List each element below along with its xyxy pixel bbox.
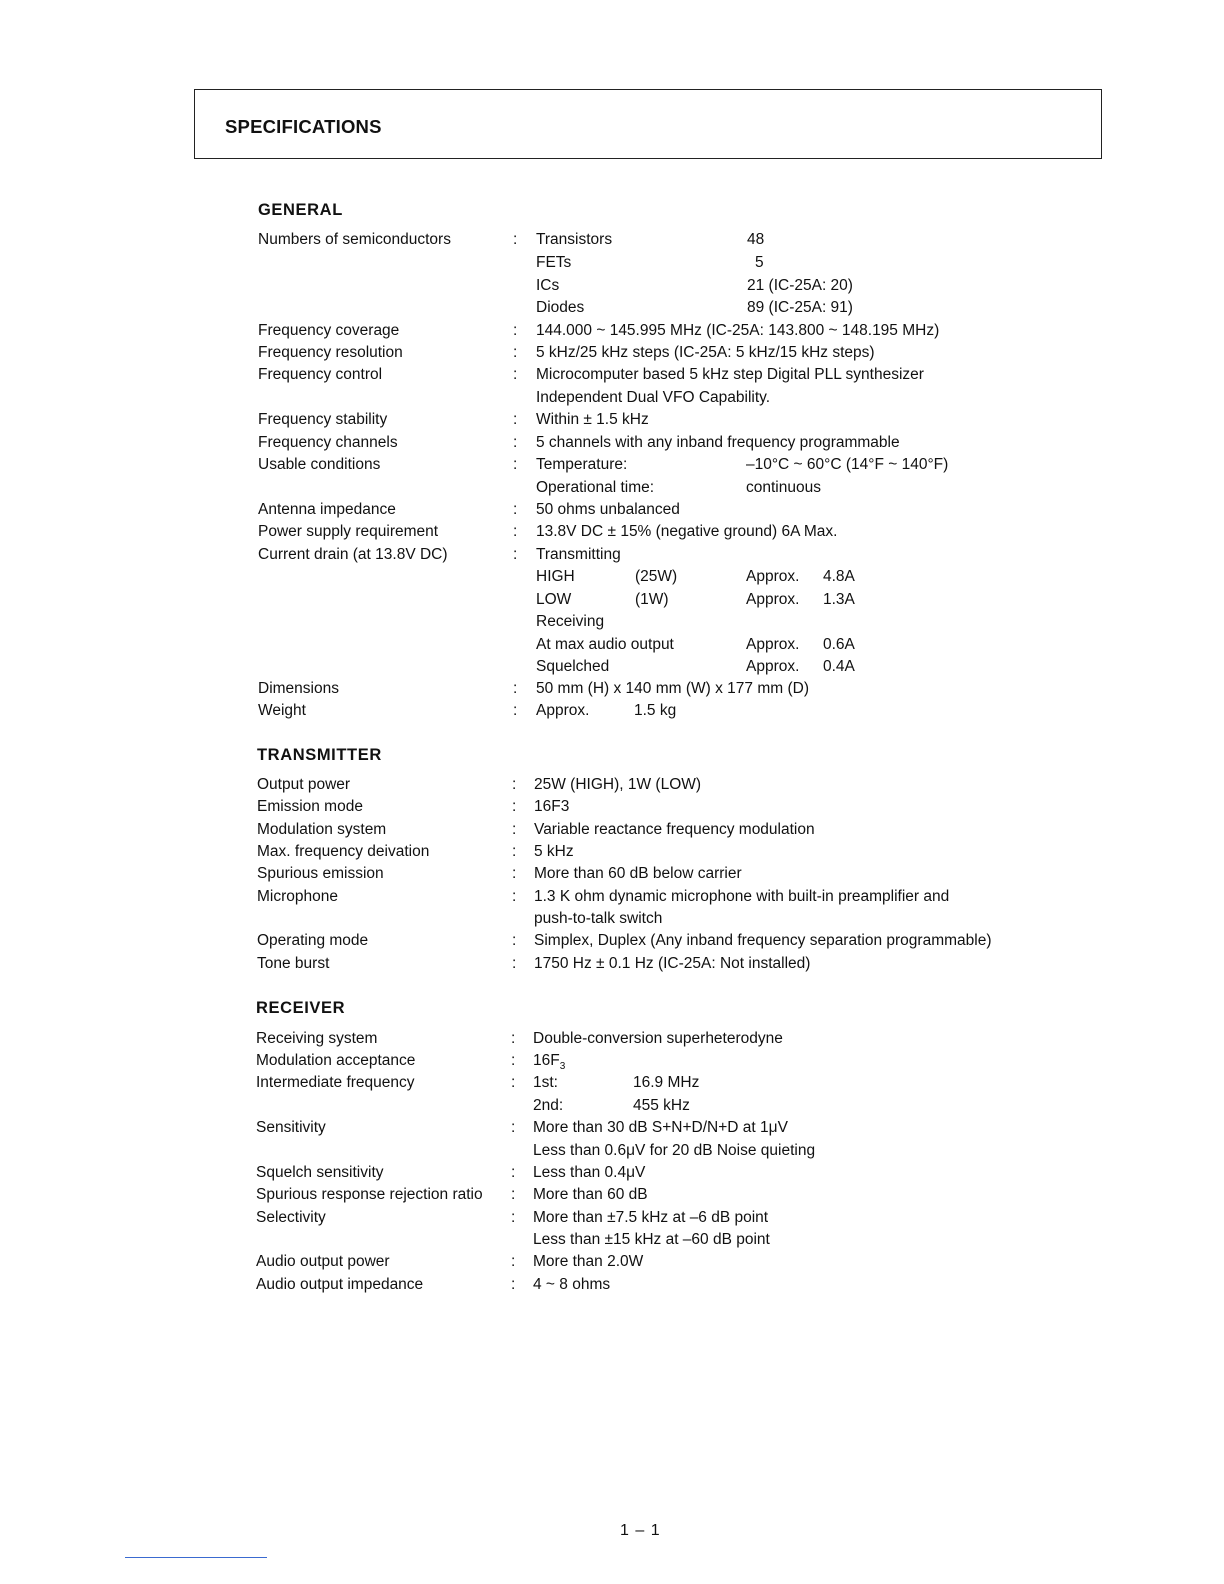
- colon: :: [513, 546, 518, 563]
- low-watts: (1W): [635, 591, 669, 608]
- weight-value: 1.5 kg: [634, 702, 677, 719]
- squelch-value: Less than 0.4μV: [533, 1164, 646, 1181]
- system-value: Double-conversion superheterodyne: [533, 1030, 783, 1047]
- tone-label: Tone burst: [257, 955, 330, 972]
- if-label: Intermediate frequency: [256, 1074, 415, 1091]
- acceptance-sub: 3: [559, 1061, 566, 1073]
- resolution-label: Frequency resolution: [258, 344, 403, 361]
- footer-divider: [125, 1557, 267, 1558]
- opmode-value: Simplex, Duplex (Any inband frequency separation programmable): [534, 932, 992, 949]
- transistors-value: 48: [747, 231, 765, 248]
- colon: :: [511, 1164, 516, 1181]
- coverage-label: Frequency coverage: [258, 322, 400, 339]
- colon: :: [513, 501, 518, 518]
- spurious-value: More than 60 dB below carrier: [534, 865, 742, 882]
- modulation-value: Variable reactance frequency modulation: [534, 821, 815, 838]
- system-label: Receiving system: [256, 1030, 378, 1047]
- antenna-label: Antenna impedance: [258, 501, 396, 518]
- colon: :: [511, 1209, 516, 1226]
- colon: :: [513, 456, 518, 473]
- channels-value: 5 channels with any inband frequency programmable: [536, 434, 900, 451]
- spurious-label: Spurious emission: [257, 865, 384, 882]
- stability-value: Within ± 1.5 kHz: [536, 411, 649, 428]
- high-approx: Approx.: [746, 568, 800, 585]
- colon: :: [513, 322, 518, 339]
- selectivity-value-1: More than ±7.5 kHz at –6 dB point: [533, 1209, 769, 1226]
- colon: :: [513, 411, 518, 428]
- colon: :: [513, 680, 518, 697]
- rejection-value: More than 60 dB: [533, 1186, 648, 1203]
- ics-label: ICs: [536, 277, 560, 294]
- colon: :: [511, 1276, 516, 1293]
- temperature-label: Temperature:: [536, 456, 628, 473]
- receiving-label: Receiving: [536, 613, 605, 630]
- squelched-approx: Approx.: [746, 658, 800, 675]
- channels-label: Frequency channels: [258, 434, 398, 451]
- colon: :: [512, 843, 517, 860]
- colon: :: [512, 865, 517, 882]
- high-label: HIGH: [536, 568, 575, 585]
- temperature-value: –10°C ~ 60°C (14°F ~ 140°F): [746, 456, 949, 473]
- if-2nd-label: 2nd:: [533, 1097, 564, 1114]
- if-1st-value: 16.9 MHz: [633, 1074, 700, 1091]
- colon: :: [512, 821, 517, 838]
- title-box: [194, 89, 1102, 159]
- if-1st-label: 1st:: [533, 1074, 558, 1091]
- weight-label: Weight: [258, 702, 306, 719]
- mic-value-2: push-to-talk switch: [534, 910, 663, 927]
- audio-imp-label: Audio output impedance: [256, 1276, 424, 1293]
- optime-value: continuous: [746, 479, 821, 496]
- modulation-label: Modulation system: [257, 821, 387, 838]
- deviation-value: 5 kHz: [534, 843, 574, 860]
- opmode-label: Operating mode: [257, 932, 369, 949]
- stability-label: Frequency stability: [258, 411, 388, 428]
- output-value: 25W (HIGH), 1W (LOW): [534, 776, 702, 793]
- power-label: Power supply requirement: [258, 523, 439, 540]
- squelched-label: Squelched: [536, 658, 610, 675]
- fets-label: FETs: [536, 254, 572, 271]
- fets-value: 5: [755, 254, 764, 271]
- colon: :: [511, 1119, 516, 1136]
- colon: :: [511, 1186, 516, 1203]
- selectivity-value-2: Less than ±15 kHz at –60 dB point: [533, 1231, 770, 1248]
- diodes-value: 89 (IC-25A: 91): [747, 299, 853, 316]
- colon: :: [511, 1052, 516, 1069]
- sensitivity-value-2: Less than 0.6μV for 20 dB Noise quieting: [533, 1142, 816, 1159]
- colon: :: [511, 1074, 516, 1091]
- acceptance-label: Modulation acceptance: [256, 1052, 416, 1069]
- colon: :: [511, 1253, 516, 1270]
- colon: :: [513, 344, 518, 361]
- colon: :: [513, 434, 518, 451]
- semiconductors-label: Numbers of semiconductors: [258, 231, 451, 248]
- output-label: Output power: [257, 776, 351, 793]
- colon: :: [513, 231, 518, 248]
- maxaudio-approx: Approx.: [746, 636, 800, 653]
- audio-power-value: More than 2.0W: [533, 1253, 644, 1270]
- squelch-label: Squelch sensitivity: [256, 1164, 384, 1181]
- colon: :: [512, 955, 517, 972]
- low-value: 1.3A: [823, 591, 855, 608]
- page-number: 1 – 1: [620, 1522, 661, 1539]
- general-heading: GENERAL: [258, 201, 343, 219]
- acceptance-main: 16F: [533, 1052, 560, 1069]
- sensitivity-value-1: More than 30 dB S+N+D/N+D at 1μV: [533, 1119, 788, 1136]
- audio-imp-value: 4 ~ 8 ohms: [533, 1276, 611, 1293]
- emission-value: 16F3: [534, 798, 570, 815]
- power-value: 13.8V DC ± 15% (negative ground) 6A Max.: [536, 523, 838, 540]
- dimensions-value: 50 mm (H) x 140 mm (W) x 177 mm (D): [536, 680, 809, 697]
- high-value: 4.8A: [823, 568, 855, 585]
- page-title: SPECIFICATIONS: [225, 116, 382, 137]
- colon: :: [513, 702, 518, 719]
- resolution-value: 5 kHz/25 kHz steps (IC-25A: 5 kHz/15 kHz steps): [536, 344, 875, 361]
- control-label: Frequency control: [258, 366, 383, 383]
- transistors-label: Transistors: [536, 231, 613, 248]
- antenna-value: 50 ohms unbalanced: [536, 501, 680, 518]
- maxaudio-value: 0.6A: [823, 636, 855, 653]
- diodes-label: Diodes: [536, 299, 585, 316]
- emission-label: Emission mode: [257, 798, 363, 815]
- ics-value: 21 (IC-25A: 20): [747, 277, 853, 294]
- high-watts: (25W): [635, 568, 678, 585]
- usable-label: Usable conditions: [258, 456, 381, 473]
- colon: :: [511, 1030, 516, 1047]
- mic-label: Microphone: [257, 888, 338, 905]
- weight-approx: Approx.: [536, 702, 590, 719]
- maxaudio-label: At max audio output: [536, 636, 674, 653]
- current-label: Current drain (at 13.8V DC): [258, 546, 448, 563]
- colon: :: [513, 523, 518, 540]
- mic-value-1: 1.3 K ohm dynamic microphone with built-in preamplifier and: [534, 888, 950, 905]
- optime-label: Operational time:: [536, 479, 655, 496]
- control-value-1: Microcomputer based 5 kHz step Digital PLL synthesizer: [536, 366, 924, 383]
- rejection-label: Spurious response rejection ratio: [256, 1186, 483, 1203]
- if-2nd-value: 455 kHz: [633, 1097, 690, 1114]
- control-value-2: Independent Dual VFO Capability.: [536, 389, 771, 406]
- coverage-value: 144.000 ~ 145.995 MHz (IC-25A: 143.800 ~ 148.195 MHz): [536, 322, 940, 339]
- colon: :: [512, 776, 517, 793]
- receiver-heading: RECEIVER: [256, 999, 346, 1017]
- colon: :: [512, 888, 517, 905]
- deviation-label: Max. frequency deivation: [257, 843, 430, 860]
- acceptance-value: [533, 1052, 565, 1072]
- colon: :: [513, 366, 518, 383]
- selectivity-label: Selectivity: [256, 1209, 326, 1226]
- dimensions-label: Dimensions: [258, 680, 339, 697]
- transmitting-label: Transmitting: [536, 546, 621, 563]
- sensitivity-label: Sensitivity: [256, 1119, 326, 1136]
- low-label: LOW: [536, 591, 572, 608]
- transmitter-heading: TRANSMITTER: [257, 746, 382, 764]
- low-approx: Approx.: [746, 591, 800, 608]
- audio-power-label: Audio output power: [256, 1253, 390, 1270]
- colon: :: [512, 932, 517, 949]
- tone-value: 1750 Hz ± 0.1 Hz (IC-25A: Not installed): [534, 955, 811, 972]
- squelched-value: 0.4A: [823, 658, 855, 675]
- colon: :: [512, 798, 517, 815]
